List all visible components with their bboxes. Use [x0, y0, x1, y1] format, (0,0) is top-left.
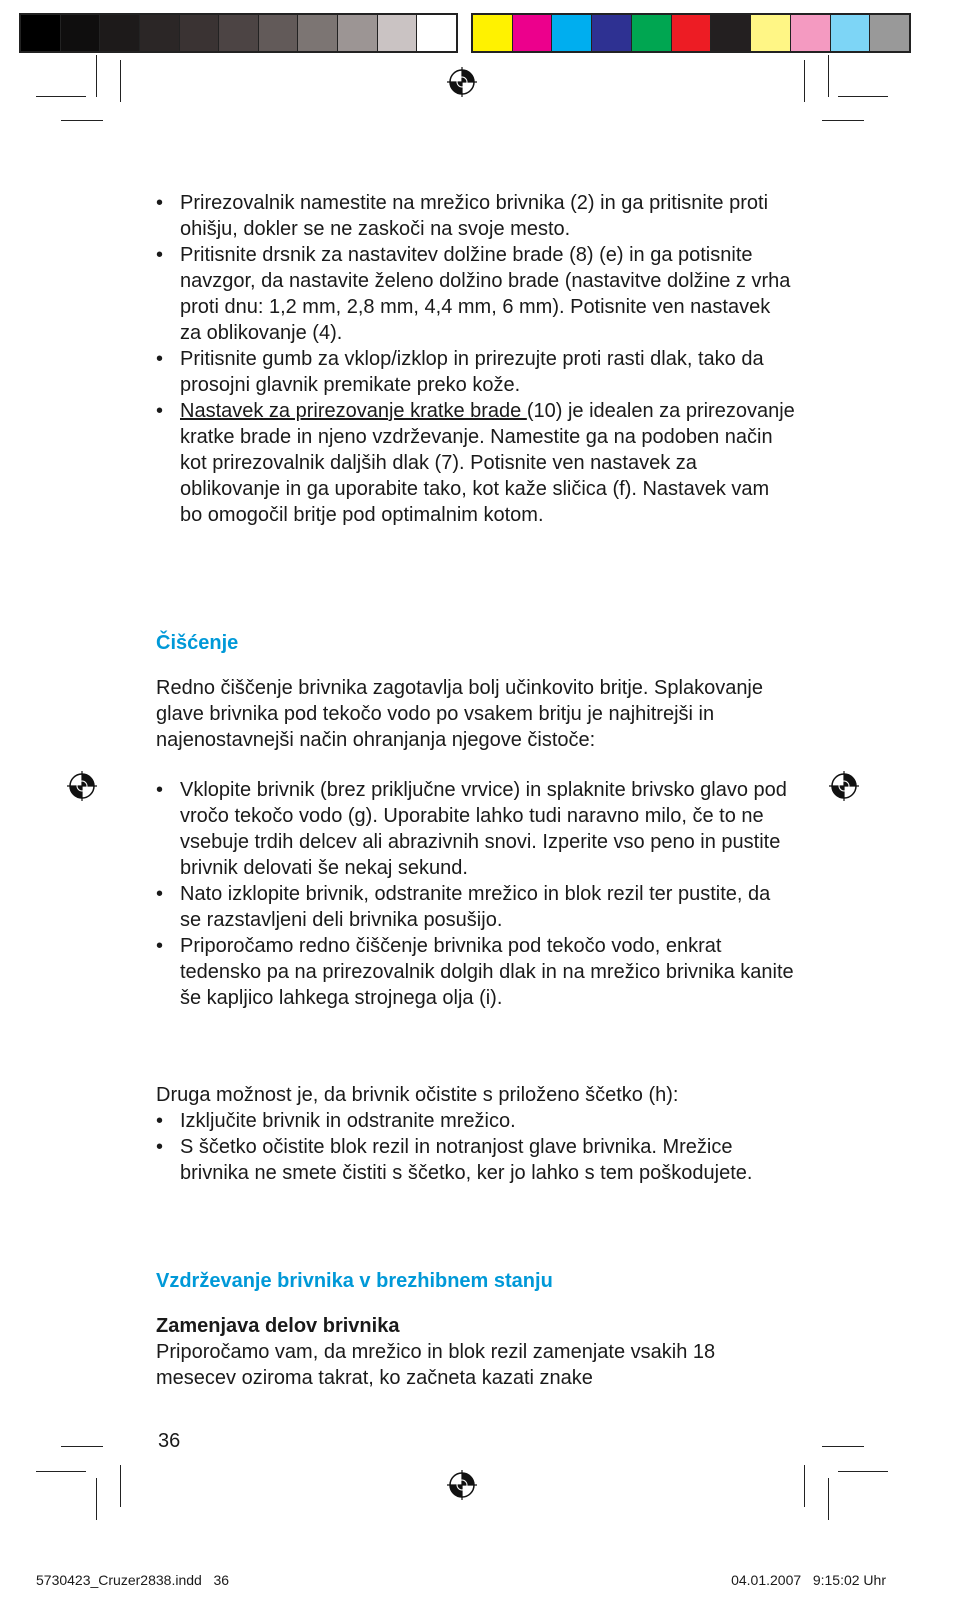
crop-mark — [804, 60, 805, 102]
list-item: • Nastavek za prirezovanje kratke brade (10) je idealen za prirezovanje kratke brade in njeno vzdrževanje. Namestite ga na podoben način kot prirezovalnik daljših dlak (7). Potisnite ven nastavek za oblikovanje in ga uporabite tako, kot kaže sličica (f). Nastavek vam bo omogočil britje pod optimalnim kotom. — [156, 398, 796, 528]
list-item: • Nato izklopite brivnik, odstranite mrežico in blok rezil ter pustite, da se razstavljeni deli brivnika posušijo. — [156, 881, 796, 933]
registration-mark-icon — [447, 67, 477, 97]
section-heading-cleaning: Čišćenje — [156, 632, 239, 654]
color-swatch — [791, 15, 830, 51]
subheading-parts-replacement: Zamenjava delov brivnika — [156, 1315, 400, 1337]
crop-mark — [96, 55, 97, 97]
color-swatch — [21, 15, 60, 51]
footer-timestamp: 04.01.2007 9:15:02 Uhr — [731, 1572, 886, 1588]
grayscale-control-strip — [19, 13, 458, 53]
color-swatch — [513, 15, 552, 51]
color-swatch — [592, 15, 631, 51]
color-swatch — [298, 15, 337, 51]
color-swatch — [870, 15, 909, 51]
color-control-strip — [471, 13, 911, 53]
crop-mark — [838, 96, 888, 97]
color-swatch — [61, 15, 100, 51]
list-item: • Izključite brivnik in odstranite mrežico. — [156, 1108, 796, 1134]
cleaning-bullet-list — [156, 777, 796, 1011]
color-swatch — [140, 15, 179, 51]
registration-mark-icon — [447, 1470, 477, 1500]
crop-mark — [36, 96, 86, 97]
color-swatch — [338, 15, 377, 51]
color-swatch — [417, 15, 456, 51]
color-swatch — [259, 15, 298, 51]
list-item: • Prirezovalnik namestite na mrežico brivnika (2) in ga pritisnite proti ohišju, dokler se ne zaskoči na svoje mesto. — [156, 190, 796, 242]
crop-mark — [828, 55, 829, 97]
color-swatch — [831, 15, 870, 51]
color-swatch — [219, 15, 258, 51]
list-item: • Pritisnite gumb za vklop/izklop in prirezujte proti rasti dlak, tako da prosojni glavnik premikate preko kože. — [156, 346, 796, 398]
color-swatch — [711, 15, 750, 51]
crop-mark — [822, 120, 864, 121]
crop-mark — [828, 1478, 829, 1520]
list-item: • S ščetko očistite blok rezil in notranjost glave brivnika. Mrežice brivnika ne smete čistiti s ščetko, ker jo lahko s tem poškodujete. — [156, 1134, 796, 1186]
underlined-term: Nastavek za prirezovanje kratke brade — [180, 400, 527, 422]
color-swatch — [672, 15, 711, 51]
list-item: • Vklopite brivnik (brez priključne vrvice) in splaknite brivsko glavo pod vročo tekočo vodo (g). Uporabite lahko tudi naravno milo, če to ne vsebuje trdih delcev ali abrazivnih snovi. Izperite vso peno in pustite brivnik delovati še nekaj sekund. — [156, 777, 796, 881]
color-swatch — [473, 15, 512, 51]
crop-mark — [804, 1465, 805, 1507]
color-swatch — [632, 15, 671, 51]
crop-mark — [96, 1478, 97, 1520]
section-heading-maintenance: Vzdrževanje brivnika v brezhibnem stanju — [156, 1270, 553, 1292]
crop-mark — [120, 1465, 121, 1507]
crop-mark — [61, 1446, 103, 1447]
color-swatch — [751, 15, 790, 51]
alternative-cleaning-intro: Druga možnost je, da brivnik očistite s priloženo ščetko (h): — [156, 1084, 679, 1106]
registration-mark-icon — [67, 771, 97, 801]
page-number: 36 — [158, 1430, 181, 1452]
color-swatch — [100, 15, 139, 51]
registration-mark-icon — [829, 771, 859, 801]
alternative-cleaning-bullet-list — [156, 1108, 796, 1186]
cleaning-intro: Redno čiščenje brivnika zagotavlja bolj učinkovito britje. Splakovanje glave brivnika pod tekočo vodo po vsakem britju je najhitrejši in najenostavnejši način ohranjanja njegove čistoče: — [156, 677, 764, 751]
color-swatch — [180, 15, 219, 51]
footer-filename: 5730423_Cruzer2838.indd 36 — [36, 1572, 230, 1588]
crop-mark — [838, 1471, 888, 1472]
list-item: • Pritisnite drsnik za nastavitev dolžine brade (8) (e) in ga potisnite navzgor, da nastavite želeno dolžino brade (nastavitve dolžine z vrha proti dnu: 1,2 mm, 2,8 mm, 4,4 mm, 6 mm). Potisnite ven nastavek za oblikovanje (4). — [156, 242, 796, 346]
crop-mark — [822, 1446, 864, 1447]
crop-mark — [36, 1471, 86, 1472]
color-swatch — [552, 15, 591, 51]
maintenance-text: Priporočamo vam, da mrežico in blok rezil zamenjate vsakih 18 mesecev oziroma takrat, ko začneta kazati znake — [156, 1341, 716, 1389]
crop-mark — [61, 120, 103, 121]
list-item: • Priporočamo redno čiščenje brivnika pod tekočo vodo, enkrat tedensko pa na prirezovalnik dolgih dlak in na mrežico brivnika kanite še kapljico lahkega strojnega olja (i). — [156, 933, 796, 1011]
crop-mark — [120, 60, 121, 102]
color-swatch — [378, 15, 417, 51]
intro-bullet-list — [156, 190, 796, 528]
